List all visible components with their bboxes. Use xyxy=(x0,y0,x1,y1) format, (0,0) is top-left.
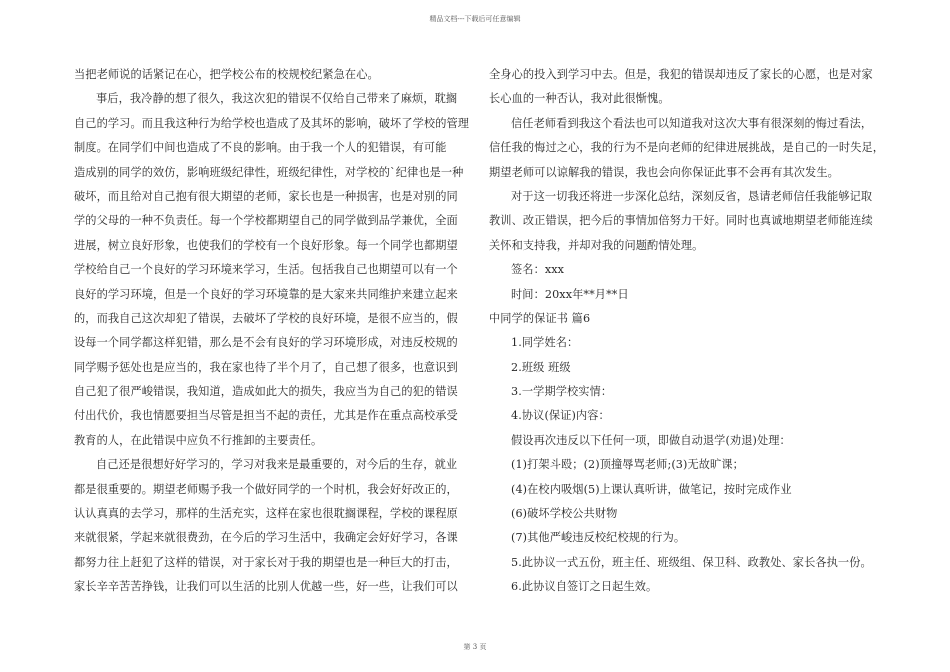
left-column-line: 教育的人，在此错误中应负不行推卸的主要责任。 xyxy=(74,433,323,447)
right-column-line: (4)在校内吸烟(5)上课认真听讲，做笔记，按时完成作业 xyxy=(511,482,792,496)
right-column-line: 1.同学姓名： xyxy=(511,336,579,350)
right-column-line: 信任我的悔过之心，我的行为不是向老师的纪律进展挑战，是自己的一时失足， xyxy=(489,141,885,155)
left-column-line: 破坏，而且给对自己抱有很大期望的老师，家长也是一种损害，也是对别的同 xyxy=(74,189,458,203)
left-column-line: 制度。在同学们中间也造成了不良的影响。由于我一个人的犯错误，有可能 xyxy=(74,141,447,155)
left-column-line: 学校给自己一个良好的学习环境来学习，生活。包括我自己也期望可以有一个 xyxy=(74,263,458,277)
right-column-line: 3.一学期学校实情： xyxy=(511,385,613,399)
right-column-line: 时间：20xx年**月**日 xyxy=(511,287,629,301)
left-column-line: 同学赐予惩处也是应当的，我在家也待了半个月了，自己想了很多，也意识到 xyxy=(74,360,458,374)
right-column-line: (6)破坏学校公共财物 xyxy=(511,507,618,521)
right-column-line: 假设再次违反以下任何一项，即做自动退学(劝退)处理： xyxy=(511,433,791,447)
page-header: 精品文档---下载后可任意编辑 xyxy=(429,15,521,23)
left-column-line: 进展，树立良好形象，也使我们的学校有一个良好形象。每一个同学也都期望 xyxy=(74,238,458,252)
page-number: 第 3 页 xyxy=(463,643,487,651)
left-column-line: 学的父母的一种不负责任。每一个学校都期望自己的同学做到品学兼优，全面 xyxy=(74,214,458,228)
right-column-line: 教训、改正错误，把今后的事情加倍努力干好。同时也真诚地期望老师能连续 xyxy=(489,214,873,228)
right-column-line: 全身心的投入到学习中去。但是，我犯的错误却违反了家长的心愿，也是对家 xyxy=(489,68,873,81)
left-column-line: 认认真真的去学习，那样的生活充实，这样在家也很耽搁课程，学校的课程原 xyxy=(74,507,458,521)
right-column-line: 对于这一切我还将进一步深化总结，深刻反省，恳请老师信任我能够记取 xyxy=(511,189,873,203)
left-column-line: 都努力往上赶犯了这样的错误，对于家长对于我的期望也是一种巨大的打击， xyxy=(74,555,458,569)
left-column-line: 造成别的同学的效仿，影响班级纪律性，班级纪律性，对学校的`纪律也是一种 xyxy=(74,165,464,179)
right-column-line: 签名：xxx xyxy=(511,263,565,277)
left-column-line: 设每一个同学都这样犯错，那么是不会有良好的学习环境形成，对违反校规的 xyxy=(74,336,458,350)
left-column-line: 的，而我自己这次却犯了错误，去破坏了学校的良好环境，是很不应当的，假 xyxy=(74,311,458,325)
left-column-line: 事后，我冷静的想了很久，我这次犯的错误不仅给自己带来了麻烦，耽搁 xyxy=(96,92,458,106)
right-column-line: 4.协议(保证)内容： xyxy=(511,409,610,423)
right-column-line: 期望老师可以谅解我的错误，我也会向你保证此事不会再有其次发生。 xyxy=(489,165,839,179)
left-column-line: 来就很紧，学起来就很费劲，在今后的学习生活中，我确定会好好学习，各课 xyxy=(74,531,458,545)
right-column-line: 关怀和支持我，并却对我的问题酌情处理。 xyxy=(489,238,704,252)
right-column-line: 中同学的保证书 篇6 xyxy=(489,311,591,325)
right-column-line: (7)其他严峻违反校纪校规的行为。 xyxy=(511,531,686,545)
right-column-line: 长心血的一种否认，我对此很惭愧。 xyxy=(489,92,670,106)
right-column-line: 信任老师看到我这个看法也可以知道我对这次大事有很深刻的悔过看法， xyxy=(511,116,873,130)
right-column-line: 2.班级 班级 xyxy=(511,360,571,374)
right-column-line: 5.此协议一式五份，班主任、班级组、保卫科、政教处、家长各执一份。 xyxy=(511,555,872,569)
left-column-line: 家长辛辛苦苦挣钱，让我们可以生活的比别人优越一些，好一些，让我们可以 xyxy=(74,580,458,594)
right-column-line: (1)打架斗殴；(2)顶撞辱骂老师;(3)无故旷课； xyxy=(511,458,744,472)
left-column-line: 良好的学习环境，但是一个良好的学习环境靠的是大家来共同维护来建立起来 xyxy=(74,287,458,301)
left-column-line: 付出代价，我也情愿要担当尽管是担当不起的责任，尤其是作在重点高校承受 xyxy=(74,409,458,423)
left-column-line: 都是很重要的。期望老师赐予我一个做好同学的一个时机，我会好好改正的， xyxy=(74,482,458,496)
left-column-line: 当把老师说的话紧记在心，把学校公布的校规校纪紧急在心。 xyxy=(74,68,379,81)
left-column-line: 自己的学习。而且我这种行为给学校也造成了及其坏的影响，破坏了学校的管理 xyxy=(74,116,470,130)
left-text-column xyxy=(74,63,470,600)
left-column-line: 自己犯了很严峻错误，我知道，造成如此大的损失，我应当为自己的犯的错误 xyxy=(74,385,458,399)
left-column-line: 自己还是很想好好学习的，学习对我来是最重要的，对今后的生存，就业 xyxy=(96,458,458,472)
right-text-column xyxy=(489,63,885,600)
right-column-line: 6.此协议自签订之日起生效。 xyxy=(511,580,658,594)
